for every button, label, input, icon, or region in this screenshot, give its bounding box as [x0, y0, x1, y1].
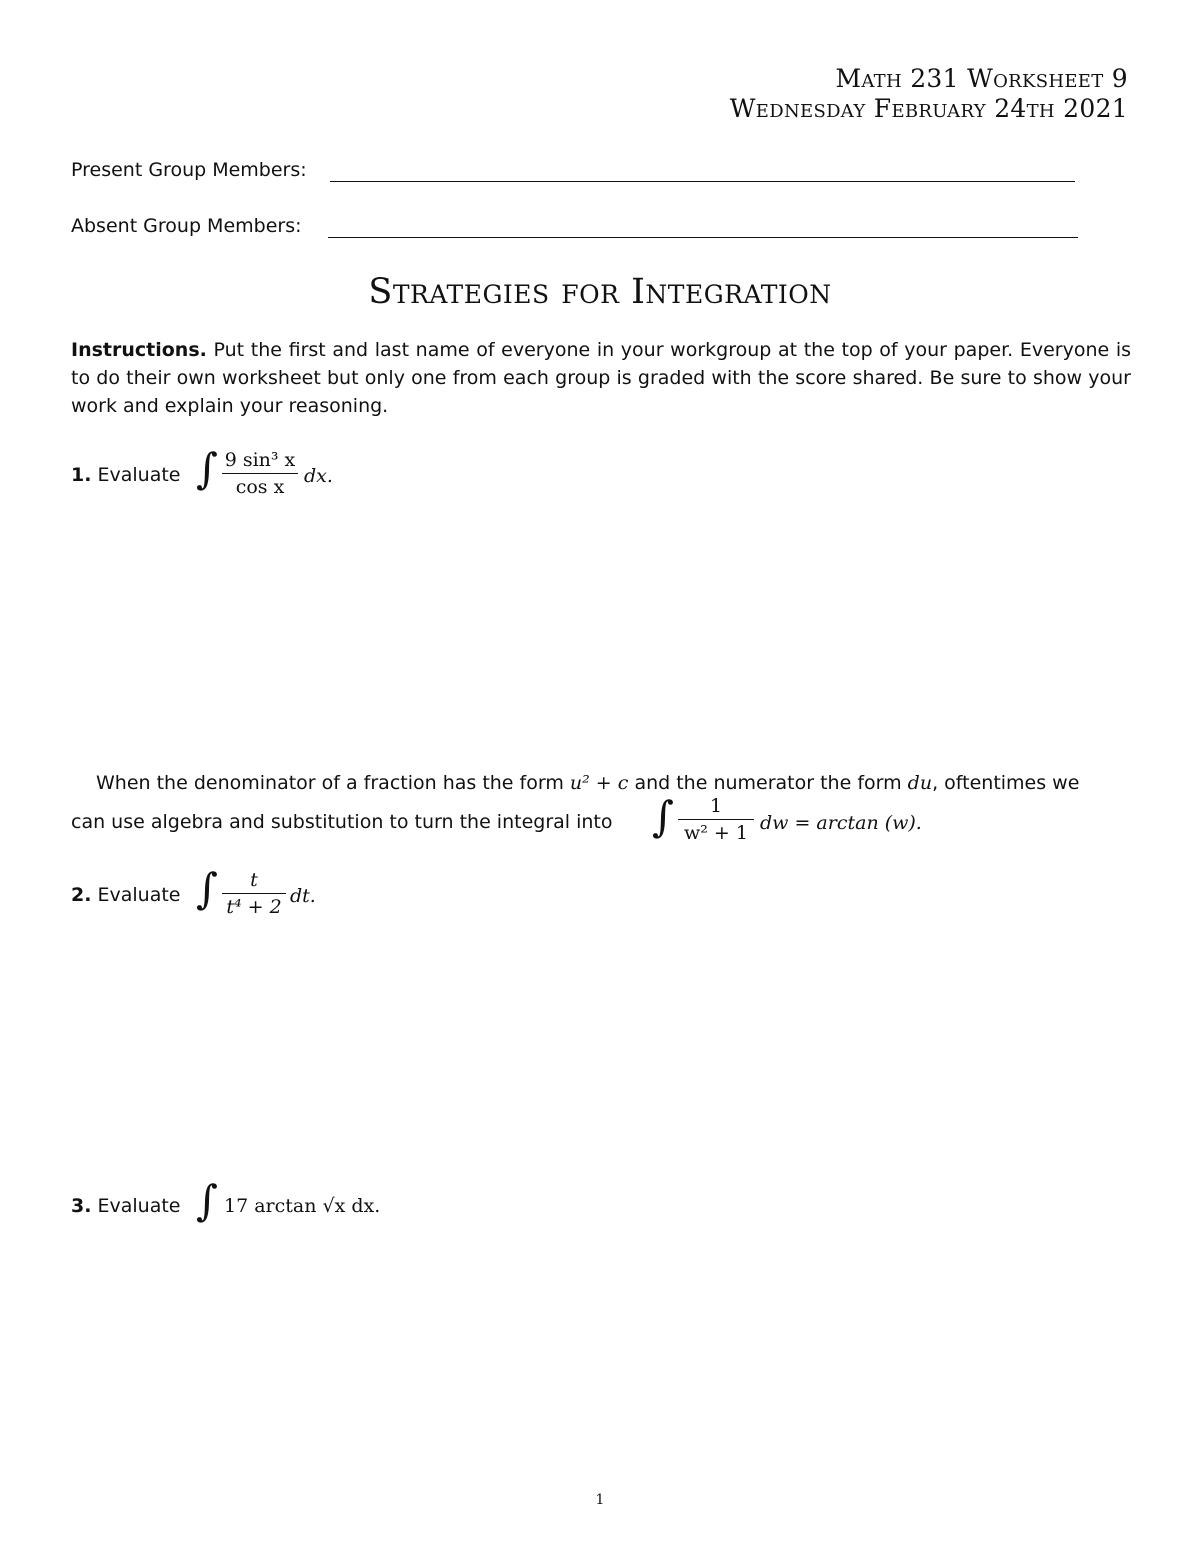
problem-2-denominator: t⁴ + 2 — [226, 896, 282, 918]
note-denominator: w² + 1 — [684, 822, 748, 844]
problem-1-fraction — [222, 449, 298, 498]
problem-1-lead: Evaluate — [97, 464, 181, 486]
problem-2-differential: dt. — [290, 885, 316, 907]
fraction-bar — [678, 819, 754, 820]
problem-2-number: 2. — [71, 884, 92, 906]
problem-3-lead: Evaluate — [97, 1195, 181, 1217]
integral-sign-3: ∫ — [196, 1176, 218, 1225]
problem-1-number: 1. — [71, 464, 92, 486]
problem-1-differential: dx. — [304, 465, 333, 487]
problem-2 — [71, 884, 181, 906]
note-text-b: and the numerator the form — [634, 772, 902, 794]
note-line-2 — [71, 811, 1131, 833]
integral-sign-1: ∫ — [196, 444, 218, 493]
integral-sign-note: ∫ — [652, 792, 674, 841]
problem-2-numerator: t — [250, 869, 258, 891]
page-number: 1 — [595, 1492, 605, 1508]
note-fraction — [678, 795, 754, 844]
integral-sign-2: ∫ — [196, 864, 218, 913]
instructions-label: Instructions. — [71, 339, 207, 361]
note-math-form: u² + c — [569, 772, 629, 794]
problem-1-numerator: 9 sin³ x — [224, 449, 296, 471]
problem-1-denominator: cos x — [235, 476, 285, 498]
header-date: Wednesday February 24th 2021 — [729, 94, 1128, 123]
problem-1 — [71, 464, 181, 486]
page-title: Strategies for Integration — [368, 272, 832, 312]
present-members-line[interactable] — [330, 181, 1075, 182]
note-numerator: 1 — [709, 795, 723, 817]
problem-3 — [71, 1195, 181, 1217]
problem-3-number: 3. — [71, 1195, 92, 1217]
note-math-du: du — [907, 772, 933, 794]
note-text-c: , oftentimes we — [932, 772, 1080, 794]
fraction-bar — [222, 473, 298, 474]
note-line-1 — [71, 772, 1131, 794]
present-members-label: Present Group Members: — [71, 159, 307, 181]
worksheet-header — [730, 64, 1128, 124]
problem-2-lead: Evaluate — [97, 884, 181, 906]
problem-3-integrand: 17 arctan √x dx. — [224, 1195, 381, 1217]
absent-members-label: Absent Group Members: — [71, 215, 302, 237]
note-result: dw = arctan (w). — [760, 812, 922, 834]
problem-2-fraction — [222, 869, 286, 918]
instructions-text: Put the first and last name of everyone in your workgroup at the top of your paper. Everyone is to do their own worksheet but only one from each group is graded with the score shared. Be sure to show your work and explain your reasoning. — [71, 339, 1131, 417]
fraction-bar — [222, 893, 286, 894]
instructions — [71, 336, 1131, 420]
header-course: Math 231 Worksheet 9 — [835, 64, 1128, 93]
absent-members-line[interactable] — [328, 237, 1078, 238]
note-text-d: can use algebra and substitution to turn the integral into — [71, 811, 613, 833]
note-text-a: When the denominator of a fraction has the form — [96, 772, 564, 794]
